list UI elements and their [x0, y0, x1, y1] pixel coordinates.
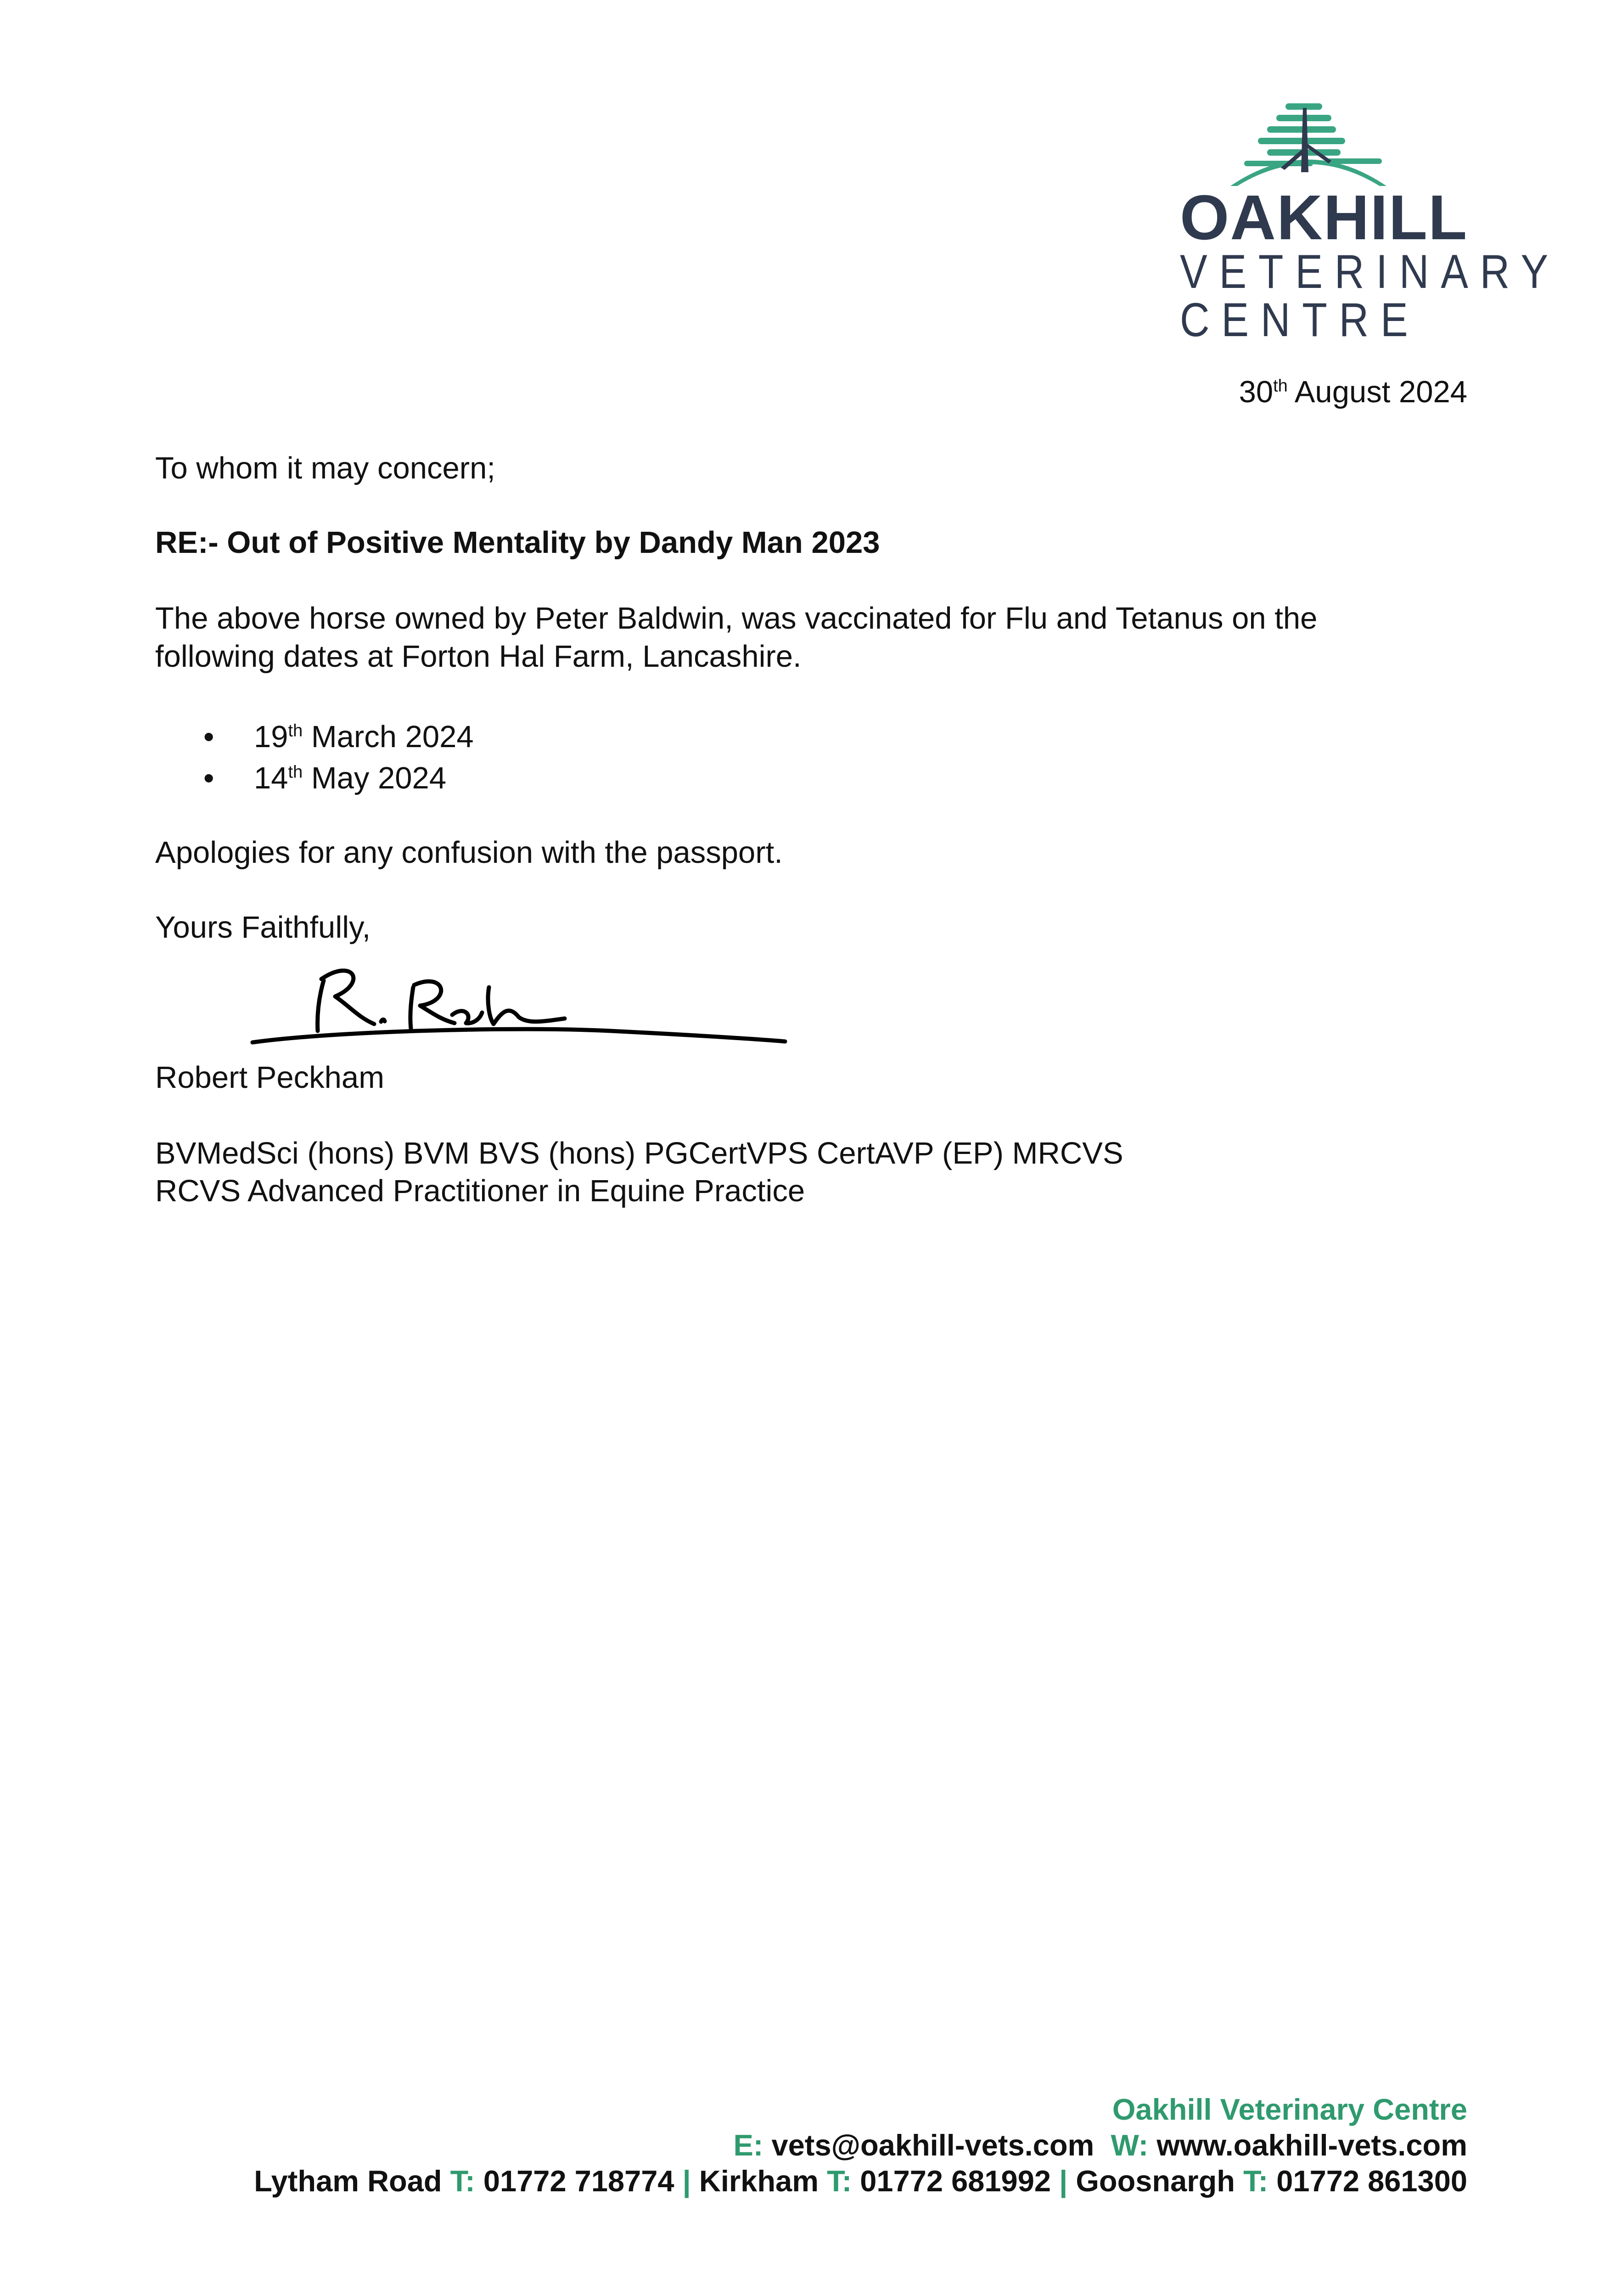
phone-lytham[interactable]: 01772 718774 [483, 2164, 674, 2198]
phone-goosnargh[interactable]: 01772 861300 [1276, 2164, 1467, 2198]
body-paragraph: The above horse owned by Peter Baldwin, was vaccinated for Flu and Tetanus on the following dates at Forton Hal Farm, Lancashire. [155, 601, 1318, 674]
signature [243, 937, 794, 1047]
signatory-name: Robert Peckham [155, 1060, 384, 1095]
phone-kirkham[interactable]: 01772 681992 [860, 2164, 1051, 2198]
subject-line: RE:- Out of Positive Mentality by Dandy Man 2023 [155, 525, 880, 560]
footer-org-name: Oakhill Veterinary Centre [1112, 2093, 1467, 2126]
logo-line-veterinary: VETERINARY [1180, 245, 1560, 298]
company-logo [1175, 92, 1560, 349]
letter-date: 30th August 2024 [1239, 375, 1467, 409]
vaccination-dates-list [155, 716, 474, 799]
closing-text: Yours Faithfully, [155, 910, 371, 945]
list-item: • 19th March 2024 [203, 720, 474, 754]
logo-line-oakhill: OAKHILL [1180, 182, 1468, 253]
footer-email-link[interactable]: vets@oakhill-vets.com [771, 2128, 1094, 2162]
list-item: • 14th May 2024 [203, 761, 447, 795]
footer-web-link[interactable]: www.oakhill-vets.com [1156, 2128, 1467, 2162]
footer-phones: Lytham Road T: 01772 718774 | Kirkham T: 01772 681992 | Goosnargh T: 01772 861300 [254, 2164, 1467, 2198]
logo-line-centre: CENTRE [1180, 293, 1420, 347]
footer-email-web: E: vets@oakhill-vets.com W: www.oakhill-vets.com [733, 2128, 1467, 2162]
tree-icon [1175, 92, 1487, 191]
footer-contact [254, 2092, 1467, 2199]
greeting: To whom it may concern; [155, 451, 495, 485]
signatory-qualifications: BVMedSci (hons) BVM BVS (hons) PGCertVPS CertAVP (EP) MRCVS [155, 1136, 1123, 1171]
apology-text: Apologies for any confusion with the passport. [155, 835, 783, 870]
signatory-title: RCVS Advanced Practitioner in Equine Practice [155, 1174, 805, 1208]
